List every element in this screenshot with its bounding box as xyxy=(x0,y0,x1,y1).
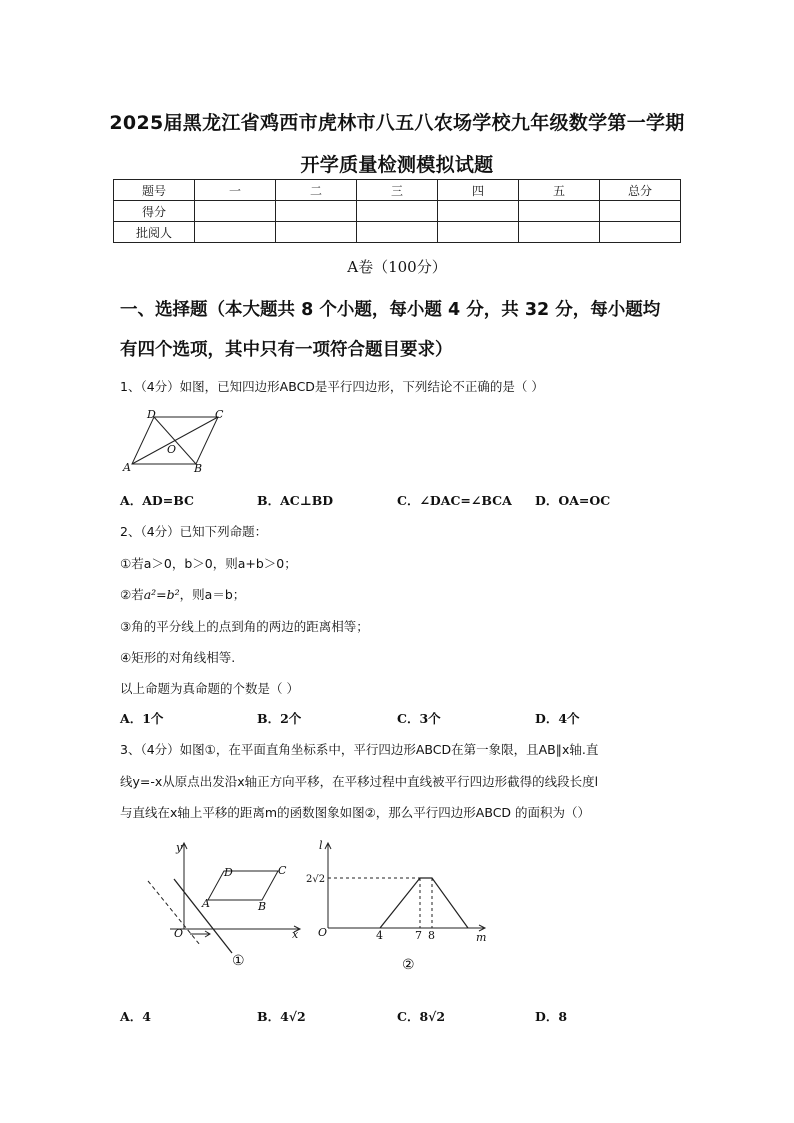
parallelogram-figure xyxy=(118,405,230,473)
fig1-caption: ① xyxy=(232,953,245,969)
score-header-cell: 一 xyxy=(195,180,276,201)
label-C: C xyxy=(215,408,224,421)
fig1-origin-label: O xyxy=(174,927,184,940)
q1-option-a: A．AD=BC xyxy=(120,493,194,508)
function-graph-figure-2 xyxy=(306,835,500,975)
q1-option-b: B．AC⊥BD xyxy=(257,493,334,508)
score-header-cell: 四 xyxy=(438,180,519,201)
fig1-x-axis-label: x xyxy=(292,928,299,941)
score-table-header-row xyxy=(114,180,681,201)
question-3-line-3: 与直线在x轴上平移的距离m的函数图象如图②，那么平行四边形ABCD 的面积为（） xyxy=(120,805,591,820)
label-B: B xyxy=(194,462,203,475)
q2-option-a: A．1个 xyxy=(120,711,164,726)
score-cell xyxy=(357,201,438,222)
title-line-2: 开学质量检测模拟试题 xyxy=(300,154,494,176)
fig2-tick-7: 7 xyxy=(415,929,422,942)
score-row-label: 批阅人 xyxy=(114,222,195,243)
proposition-2-prefix: ②若 xyxy=(120,587,144,602)
score-row-label: 得分 xyxy=(114,201,195,222)
fig1-label-A: A xyxy=(202,897,210,910)
section-heading-line-1: 一、选择题（本大题共 8 个小题，每小题 4 分，共 32 分，每小题均 xyxy=(120,300,661,320)
score-cell xyxy=(600,222,681,243)
fig2-peak-label: 2√2 xyxy=(306,874,326,885)
fig1-y-axis-label: y xyxy=(176,841,183,854)
proposition-4: ④矩形的对角线相等. xyxy=(120,650,236,665)
q3-option-b: B．4√2 xyxy=(257,1009,306,1024)
label-A: A xyxy=(123,461,131,474)
proposition-2 xyxy=(120,585,245,603)
title-line-1: 2025届黑龙江省鸡西市虎林市八五八农场学校九年级数学第一学期 xyxy=(109,112,685,134)
q2-option-c: C．3个 xyxy=(397,711,441,726)
fig2-origin-label: O xyxy=(318,926,328,939)
fig2-tick-8: 8 xyxy=(428,929,435,942)
fig1-label-C: C xyxy=(278,864,287,877)
fig2-m-axis-label: m xyxy=(476,931,487,944)
q1-option-d: D．OA=OC xyxy=(535,493,611,508)
score-cell xyxy=(357,222,438,243)
proposition-3: ③角的平分线上的点到角的两边的距离相等； xyxy=(120,619,369,634)
score-cell xyxy=(519,222,600,243)
score-cell xyxy=(276,222,357,243)
score-cell xyxy=(195,222,276,243)
fig2-l-axis-label: l xyxy=(319,839,323,852)
question-3-line-1: 3、（4分）如图①，在平面直角坐标系中，平行四边形ABCD在第一象限，且AB∥x轴.直 xyxy=(120,742,599,757)
question-2-ask: 以上命题为真命题的个数是（ ） xyxy=(120,681,299,696)
score-cell xyxy=(276,201,357,222)
q3-option-a: A．4 xyxy=(120,1009,151,1024)
volume-label: A卷（100分） xyxy=(347,258,447,276)
score-table-row xyxy=(114,222,681,243)
score-cell xyxy=(600,201,681,222)
proposition-1: ①若a＞0，b＞0，则a+b＞0； xyxy=(120,556,297,571)
q3-option-c: C．8√2 xyxy=(397,1009,446,1024)
proposition-2-suffix: ，则a＝b； xyxy=(179,587,246,602)
score-header-cell: 总分 xyxy=(600,180,681,201)
score-header-cell: 三 xyxy=(357,180,438,201)
coordinate-figure-1 xyxy=(140,835,310,975)
label-O: O xyxy=(167,443,177,456)
question-1-stem: 1、（4分）如图，已知四边形ABCD是平行四边形，下列结论不正确的是（ ） xyxy=(120,379,544,394)
fig1-label-B: B xyxy=(258,900,267,913)
section-heading-line-2: 有四个选项，其中只有一项符合题目要求） xyxy=(120,340,453,360)
score-table-row xyxy=(114,201,681,222)
q2-option-d: D．4个 xyxy=(535,711,580,726)
score-cell xyxy=(195,201,276,222)
label-D: D xyxy=(147,408,156,421)
question-2-stem: 2、（4分）已知下列命题： xyxy=(120,524,268,539)
score-header-cell: 五 xyxy=(519,180,600,201)
q3-option-d: D．8 xyxy=(535,1009,568,1024)
score-header-cell: 二 xyxy=(276,180,357,201)
score-cell xyxy=(438,201,519,222)
fig1-label-D: D xyxy=(224,866,233,879)
q2-option-b: B．2个 xyxy=(257,711,302,726)
question-3-line-2: 线y=-x从原点出发沿x轴正方向平移，在平移过程中直线被平行四边形截得的线段长度l xyxy=(120,774,599,789)
score-header-cell: 题号 xyxy=(114,180,195,201)
score-cell xyxy=(519,201,600,222)
proposition-2-math: a²=b² xyxy=(143,587,180,602)
fig2-caption: ② xyxy=(402,957,415,973)
q1-option-c: C．∠DAC=∠BCA xyxy=(397,493,512,508)
score-table xyxy=(113,179,681,243)
score-cell xyxy=(438,222,519,243)
fig2-tick-4: 4 xyxy=(376,929,383,942)
